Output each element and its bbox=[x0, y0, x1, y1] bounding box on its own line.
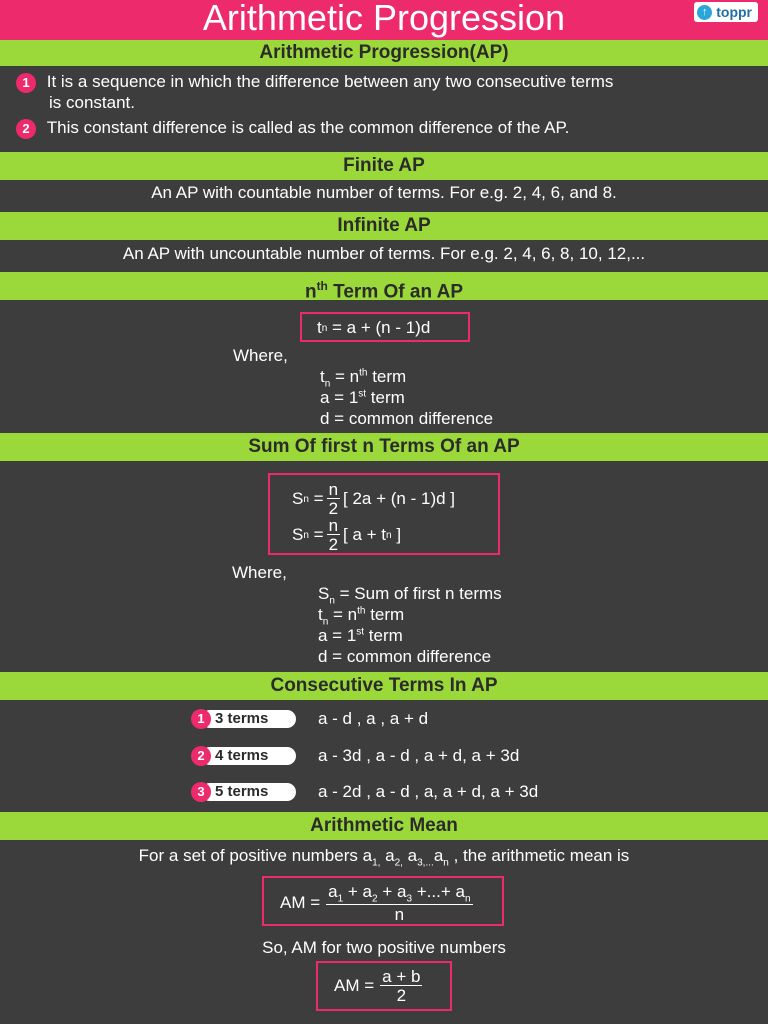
section-heading-sum: Sum Of first n Terms Of an AP bbox=[0, 433, 768, 461]
consecutive-value-4-terms: a - 3d , a - d , a + d, a + 3d bbox=[318, 746, 520, 765]
sum-formula-box bbox=[268, 473, 500, 555]
fraction-n-over-2: $\frac{n}{2}$ bbox=[328, 516, 339, 554]
mean-two-formula: AM = $\frac{a + b}{2}$ bbox=[334, 967, 421, 1005]
consecutive-value-3-terms: a - d , a , a + d bbox=[318, 709, 429, 728]
nth-term-formula-box bbox=[300, 312, 470, 342]
ap-point-1 bbox=[16, 72, 613, 93]
section-heading-finite: Finite AP bbox=[0, 152, 768, 180]
page-title: Arithmetic Progression bbox=[202, 0, 566, 38]
number-badge: 1 bbox=[191, 709, 211, 729]
nth-def-tn: $t_n = n^{th}$ term bbox=[320, 367, 407, 390]
brand-arrow-icon: ↑ bbox=[697, 5, 712, 20]
ap-point-1-line1: It is a sequence in which the difference between any two consecutive terms bbox=[46, 72, 614, 91]
brand-name: toppr bbox=[716, 4, 752, 20]
ap-point-1-line2: is constant. bbox=[49, 93, 135, 112]
sum-formula-1: S n = $\frac{n}{2}$ [ 2a + (n - 1)d ] bbox=[292, 480, 456, 518]
mean-formula-box bbox=[262, 876, 504, 926]
infinite-description: An AP with uncountable number of terms. For e.g. 2, 4, 6, 8, 10, 12,... bbox=[122, 244, 646, 263]
nth-def-a: a = 1st term bbox=[320, 388, 405, 407]
section-heading-consecutive: Consecutive Terms In AP bbox=[0, 672, 768, 700]
number-badge: 3 bbox=[191, 782, 211, 802]
mean-intro: For a set of positive numbers $a_{1,}$ $a_{2,}$ $a_{3,...}a_n$ , the arithmetic mean is bbox=[138, 846, 630, 869]
nth-term-formula: t n = a + (n - 1)d bbox=[317, 318, 431, 337]
ap-point-2 bbox=[16, 118, 569, 139]
number-badge: 1 bbox=[16, 73, 36, 93]
finite-description: An AP with countable number of terms. For e.g. 2, 4, 6, and 8. bbox=[151, 183, 617, 202]
sum-where-label: Where, bbox=[232, 563, 287, 582]
section-heading-nth-term: $n^{th}$ Term Of an AP bbox=[0, 272, 768, 300]
sum-def-a: a = 1st term bbox=[318, 626, 403, 645]
title-bar bbox=[0, 0, 768, 40]
consecutive-value-5-terms: a - 2d , a - d , a, a + d, a + 3d bbox=[318, 782, 539, 801]
mean-two-fraction: $\frac{a + b}{2}$ bbox=[382, 967, 421, 1005]
nth-def-d: d = common difference bbox=[320, 409, 494, 428]
section-heading-mean: Arithmetic Mean bbox=[0, 812, 768, 840]
sum-def-sn: $S_n$ = Sum of first n terms bbox=[318, 584, 502, 607]
mean-two-formula-box bbox=[316, 961, 452, 1011]
fraction-n-over-2: $\frac{n}{2}$ bbox=[328, 480, 339, 518]
nth-where-label: Where, bbox=[233, 346, 288, 365]
number-badge: 2 bbox=[191, 746, 211, 766]
sum-def-d: d = common difference bbox=[318, 647, 492, 666]
section-heading-infinite: Infinite AP bbox=[0, 212, 768, 240]
number-badge: 2 bbox=[16, 119, 36, 139]
mean-formula: AM = $\frac{a_1 + a_2 + a_3 +...+ a_n}{n}$ bbox=[280, 882, 471, 925]
ap-point-2-line1: This constant difference is called as the common difference of the AP. bbox=[46, 118, 570, 137]
brand-logo bbox=[694, 2, 758, 22]
section-heading-ap: Arithmetic Progression(AP) bbox=[0, 40, 768, 66]
mean-fraction: $\frac{a_1 + a_2 + a_3 +...+ a_n}{n}$ bbox=[328, 882, 471, 925]
sum-formula-2: S n = $\frac{n}{2}$ [ a + t n ] bbox=[292, 516, 402, 554]
sum-def-tn: $t_n = n^{th}$ term bbox=[318, 605, 405, 628]
mean-two-numbers-text: So, AM for two positive numbers bbox=[262, 938, 506, 957]
